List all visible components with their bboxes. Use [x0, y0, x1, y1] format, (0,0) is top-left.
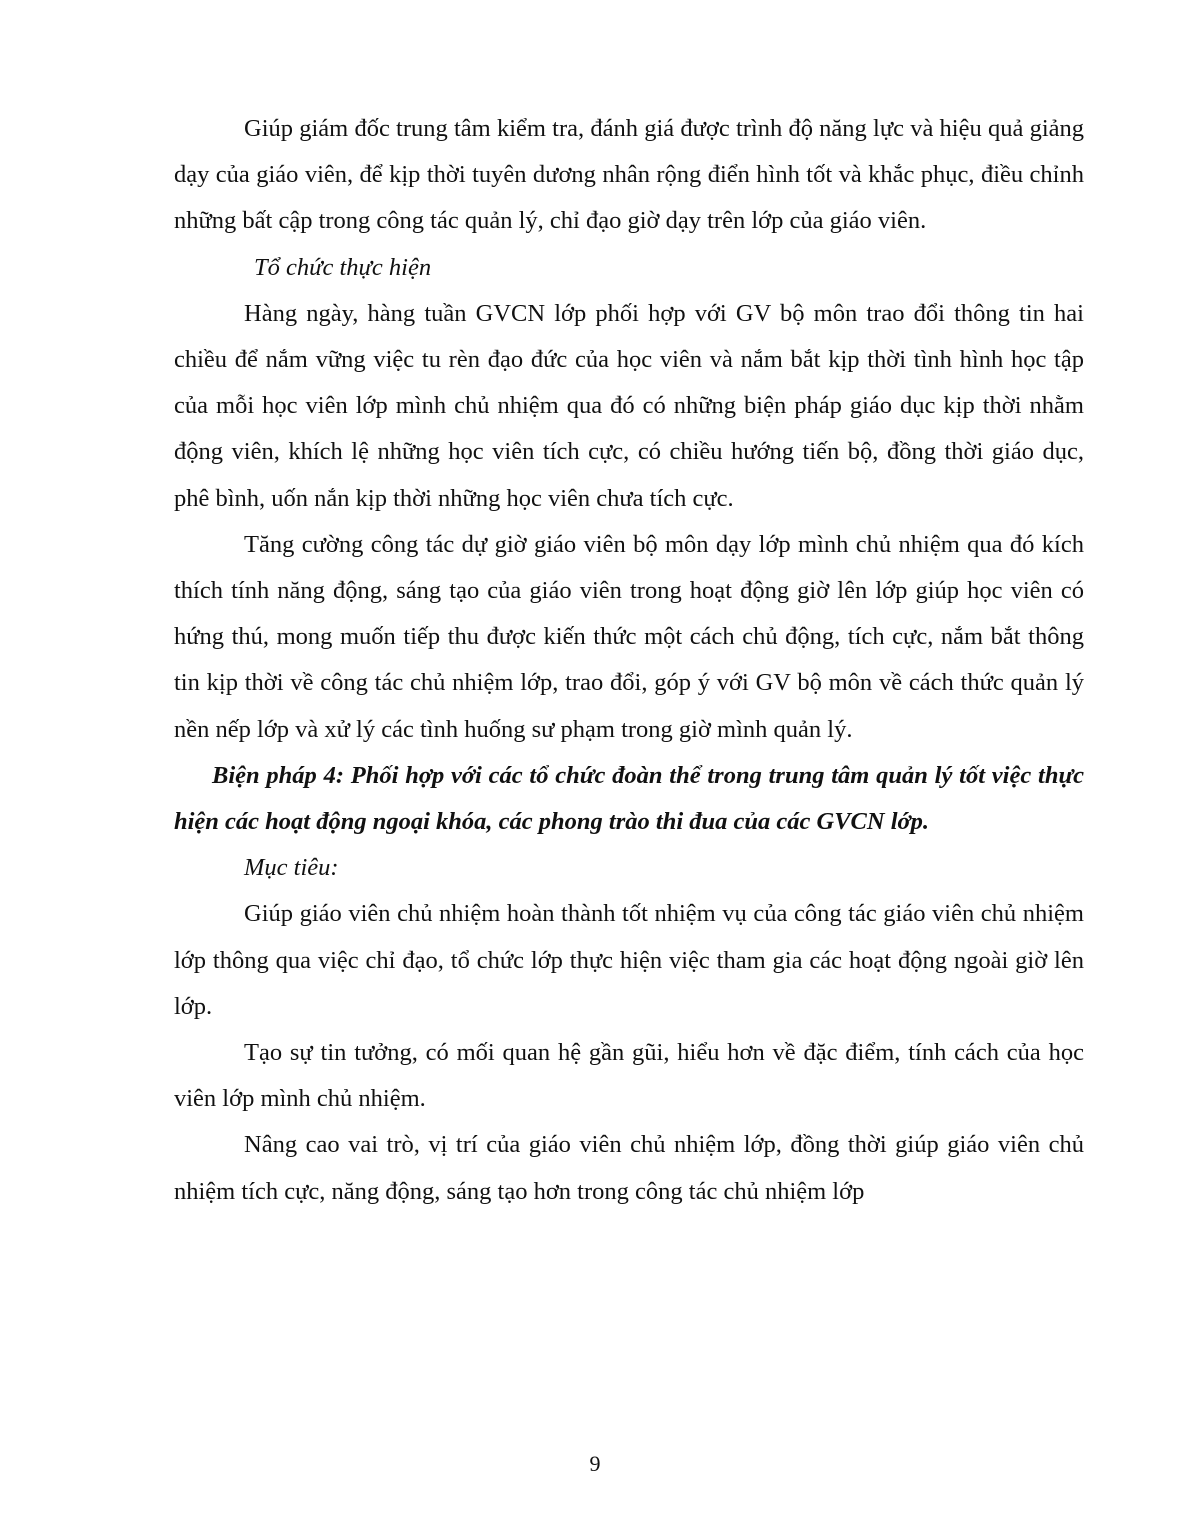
heading-measure-4: Biện pháp 4: Phối hợp với các tổ chức đoàn thể trong trung tâm quản lý tốt việc thực hiện các hoạt động ngoại khóa, các phong trào thi đua của các GVCN lớp. [174, 761, 1084, 836]
paragraph-objective-2: Tạo sự tin tưởng, có mối quan hệ gần gũi, hiểu hơn về đặc điểm, tính cách của học viên lớp mình chủ nhiệm. [174, 1039, 1084, 1113]
page-number: 9 [589, 1451, 601, 1476]
paragraph-daily-coordination: Hàng ngày, hàng tuần GVCN lớp phối hợp với GV bộ môn trao đổi thông tin hai chiều để nắm vững việc tu rèn đạo đức của học viên và nắm bắt kịp thời tình hình học tập của mỗi học viên lớp mình chủ nhiệm qua đó có những biện pháp giáo dục kịp thời nhằm động viên, khích lệ những học viên tích cực, có chiều hướng tiến bộ, đồng thời giáo dục, phê bình, uốn nắn kịp thời những học viên chưa tích cực. [174, 299, 1084, 512]
heading-implementation: Tổ chức thực hiện [254, 253, 432, 281]
paragraph-objective-3: Nâng cao vai trò, vị trí của giáo viên chủ nhiệm lớp, đồng thời giúp giáo viên chủ nhiệm tích cực, năng động, sáng tạo hơn trong công tác chủ nhiệm lớp [174, 1131, 1084, 1205]
heading-objectives: Mục tiêu: [244, 854, 339, 882]
paragraph-class-observation: Tăng cường công tác dự giờ giáo viên bộ môn dạy lớp mình chủ nhiệm qua đó kích thích tính năng động, sáng tạo của giáo viên trong hoạt động giờ lên lớp giúp học viên có hứng thú, mong muốn tiếp thu được kiến thức một cách chủ động, tích cực, nắm bắt thông tin kịp thời về công tác chủ nhiệm lớp, trao đổi, góp ý với GV bộ môn về cách thức quản lý nền nếp lớp và xử lý các tình huống sư phạm trong giờ mình quản lý. [174, 530, 1084, 743]
page-body [174, 106, 1084, 1215]
paragraph-objective-1: Giúp giáo viên chủ nhiệm hoàn thành tốt nhiệm vụ của công tác giáo viên chủ nhiệm lớp thông qua việc chỉ đạo, tổ chức lớp thực hiện việc tham gia các hoạt động ngoài giờ lên lớp. [174, 900, 1084, 1020]
paragraph-purpose-inspection: Giúp giám đốc trung tâm kiểm tra, đánh giá được trình độ năng lực và hiệu quả giảng dạy của giáo viên, để kịp thời tuyên dương nhân rộng điển hình tốt và khắc phục, điều chỉnh những bất cập trong công tác quản lý, chỉ đạo giờ dạy trên lớp của giáo viên. [174, 115, 1084, 235]
